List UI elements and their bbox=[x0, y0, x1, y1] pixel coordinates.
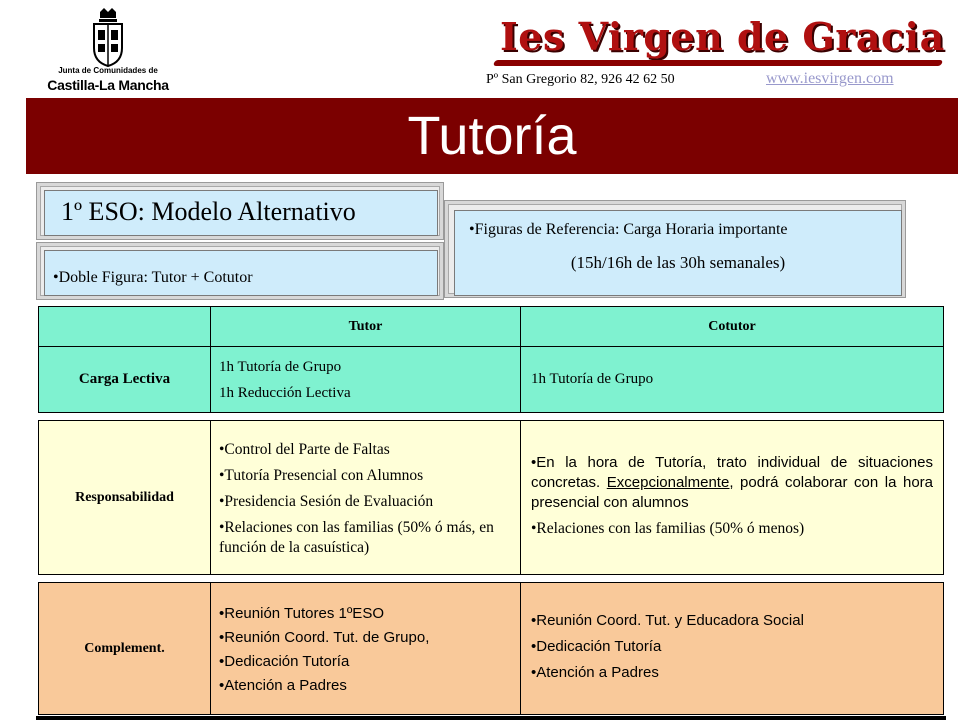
list-item: •Tutoría Presencial con Alumnos bbox=[219, 466, 424, 484]
title-banner bbox=[26, 98, 958, 174]
complement-table bbox=[38, 582, 944, 715]
complement-cotutor-cell bbox=[521, 583, 944, 715]
cotutor-item1-emph: Excepcionalmente, bbox=[606, 473, 734, 491]
responsabilidad-table bbox=[38, 420, 944, 575]
table-header-row bbox=[39, 307, 944, 347]
complement-tutor-cell bbox=[211, 583, 521, 715]
reference-line2: (15h/16h de las 30h semanales) bbox=[570, 253, 786, 272]
carga-tutor-item: 1h Tutoría de Grupo bbox=[219, 358, 342, 375]
responsabilidad-tutor-cell bbox=[211, 421, 521, 575]
table-row-carga bbox=[39, 347, 944, 413]
website-link[interactable]: www.iesvirgen.com bbox=[766, 70, 894, 87]
jccm-logo-line2: Castilla-La Mancha bbox=[47, 77, 169, 93]
list-item: •Control del Parte de Faltas bbox=[219, 440, 390, 458]
bottom-frame bbox=[36, 716, 946, 720]
carga-table bbox=[38, 306, 944, 413]
list-item: •Dedicación Tutoría bbox=[219, 652, 350, 670]
cotutor-item1-before: •En la hora de Tutoría, trato individual de situaciones concretas. bbox=[531, 453, 933, 491]
header-cotutor: Cotutor bbox=[521, 307, 944, 347]
list-item bbox=[531, 453, 933, 513]
list-item: •Atención a Padres bbox=[219, 676, 347, 694]
school-name: Ies Virgen de Gracia bbox=[500, 14, 945, 59]
carga-tutor-item: 1h Reducción Lectiva bbox=[219, 384, 351, 401]
double-figure-box bbox=[36, 242, 444, 300]
list-item: •Reunión Coord. Tut. de Grupo, bbox=[219, 628, 430, 646]
list-item: •Reunión Coord. Tut. y Educadora Social bbox=[531, 611, 804, 629]
double-figure-text: •Doble Figura: Tutor + Cotutor bbox=[53, 269, 253, 286]
carga-tutor-cell bbox=[211, 347, 521, 413]
coat-of-arms-icon bbox=[88, 8, 128, 68]
complement-label: Complement. bbox=[39, 583, 211, 715]
reference-line1: •Figuras de Referencia: Carga Horaria importante bbox=[469, 221, 788, 238]
list-item: •Reunión Tutores 1ºESO bbox=[219, 604, 384, 622]
list-item: •Relaciones con las familias (50% ó más, en función de la casuística) bbox=[219, 518, 494, 556]
model-title: 1º ESO: Modelo Alternativo bbox=[61, 197, 356, 226]
page-title: Tutoría bbox=[407, 106, 577, 166]
header-empty-cell bbox=[39, 307, 211, 347]
jccm-logo bbox=[38, 8, 178, 92]
responsabilidad-cotutor-cell bbox=[521, 421, 944, 575]
school-underline bbox=[493, 60, 943, 66]
list-item: •Atención a Padres bbox=[531, 663, 659, 681]
reference-box bbox=[444, 200, 906, 298]
table-row-responsabilidad bbox=[39, 421, 944, 575]
carga-label: Carga Lectiva bbox=[39, 347, 211, 413]
school-address: Pº San Gregorio 82, 926 42 62 50 bbox=[486, 72, 675, 87]
cotutor-item1-after: podrá colaborar con la hora presencial con alumnos bbox=[531, 473, 933, 511]
carga-cotutor-cell: 1h Tutoría de Grupo bbox=[521, 347, 944, 413]
list-item: •Dedicación Tutoría bbox=[531, 637, 662, 655]
list-item: •Presidencia Sesión de Evaluación bbox=[219, 492, 434, 510]
list-item: •Relaciones con las familias (50% ó menos) bbox=[531, 519, 805, 537]
header-tutor: Tutor bbox=[211, 307, 521, 347]
table-row-complement bbox=[39, 583, 944, 715]
responsabilidad-label: Responsabilidad bbox=[39, 421, 211, 575]
jccm-logo-line1: Junta de Comunidades de bbox=[58, 66, 158, 75]
model-title-box bbox=[36, 182, 444, 240]
